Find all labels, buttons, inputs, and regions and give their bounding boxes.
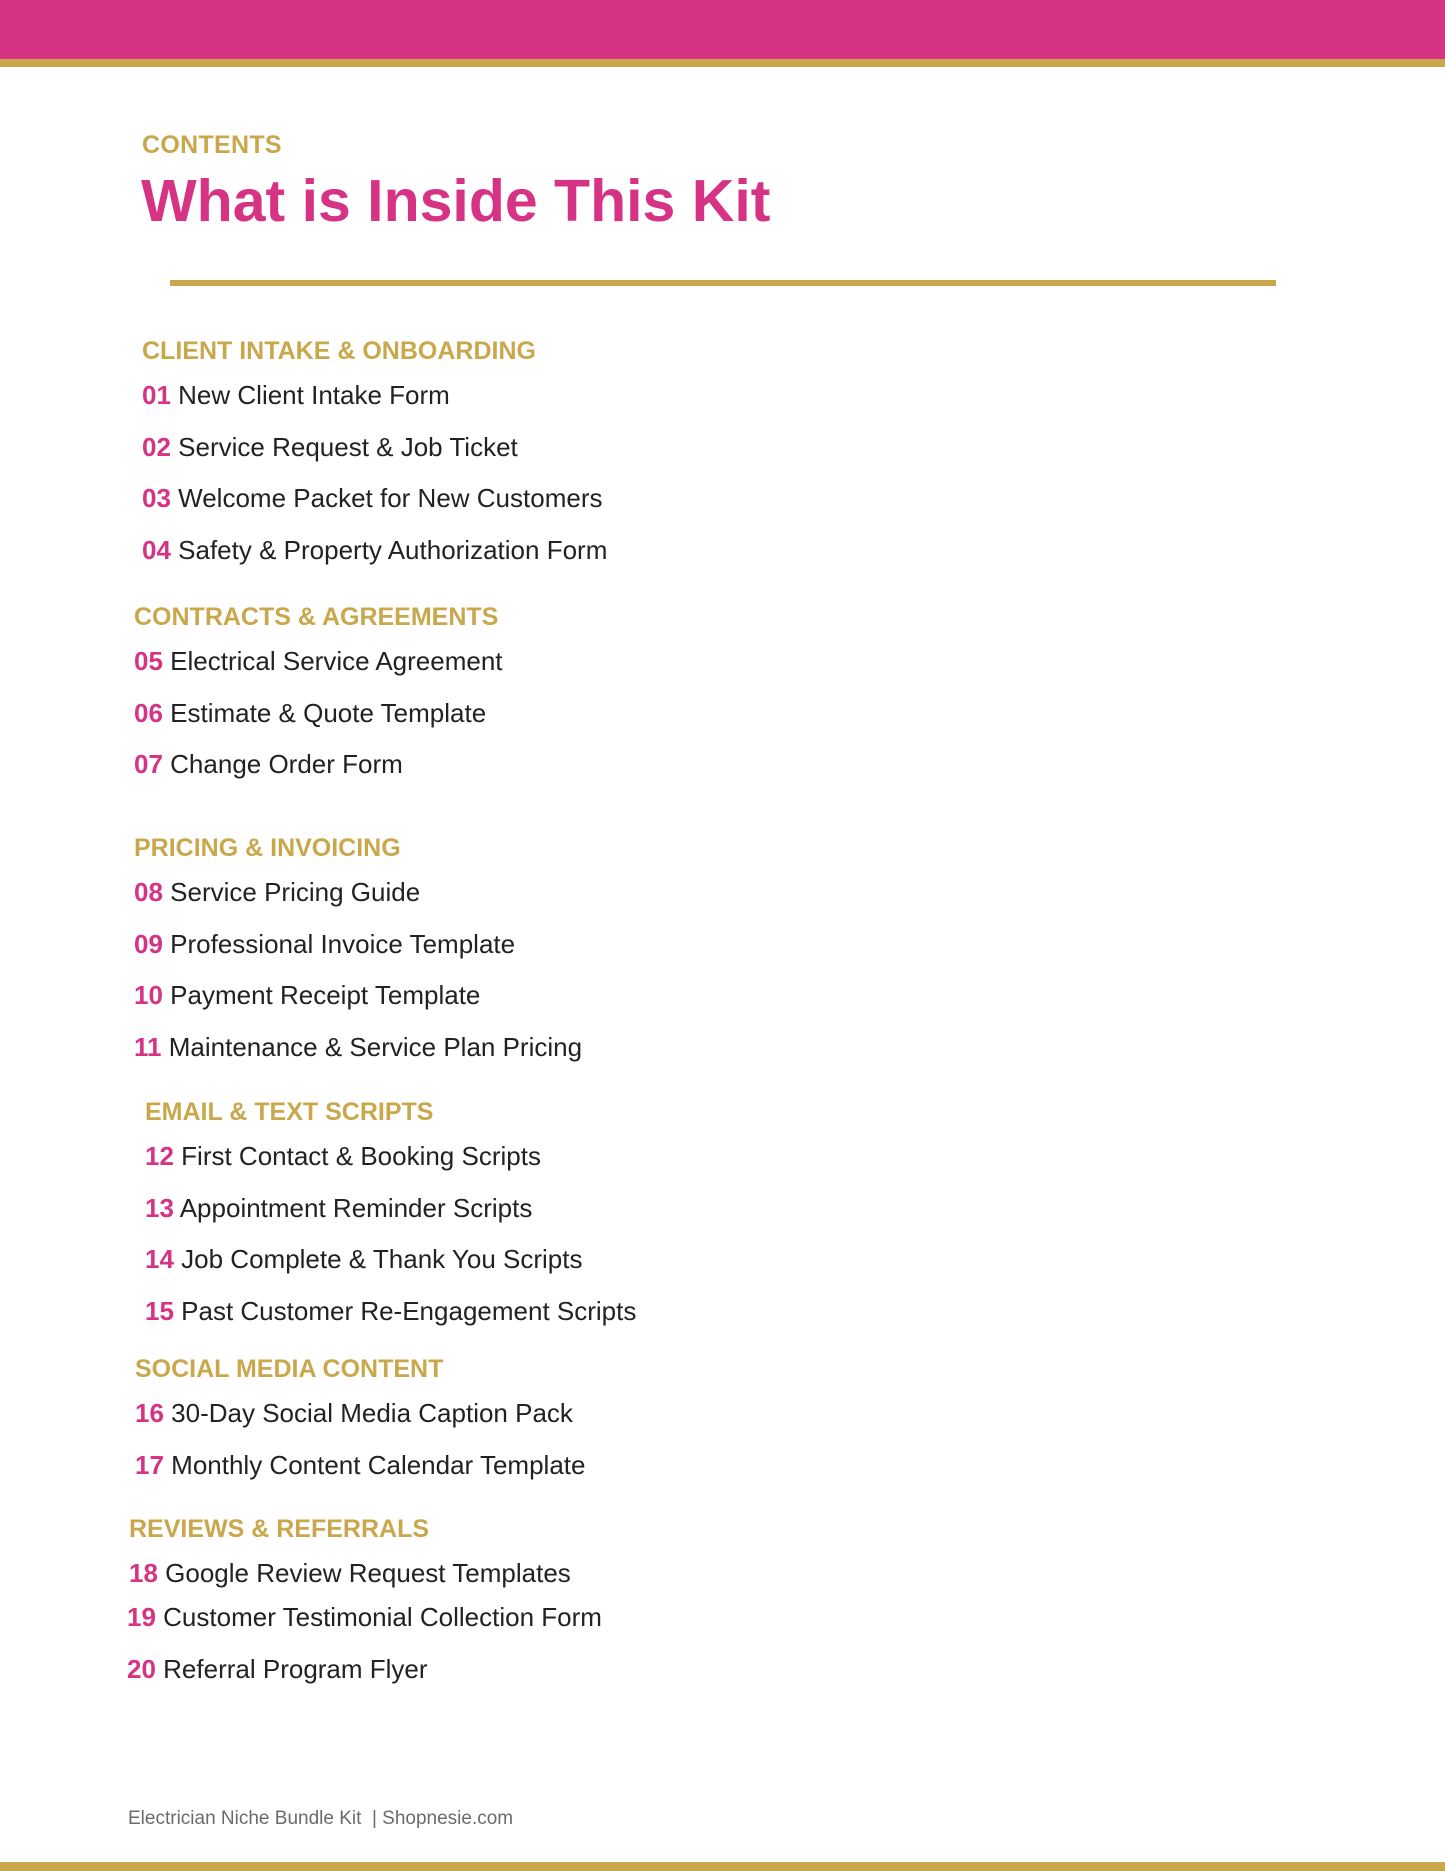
item-number: 15 bbox=[145, 1295, 174, 1326]
section-reviews bbox=[129, 1514, 602, 1705]
section-heading: CONTRACTS & AGREEMENTS bbox=[134, 603, 499, 631]
list-item bbox=[135, 1450, 585, 1502]
list-item bbox=[145, 1296, 636, 1348]
list-item bbox=[129, 1558, 602, 1602]
item-number: 01 bbox=[142, 380, 171, 410]
section-heading: CLIENT INTAKE & ONBOARDING bbox=[142, 337, 536, 365]
list-item bbox=[134, 646, 503, 698]
item-number: 11 bbox=[134, 1031, 162, 1062]
section-heading: PRICING & INVOICING bbox=[134, 834, 401, 862]
item-number: 07 bbox=[134, 749, 163, 779]
item-label: New Client Intake Form bbox=[178, 380, 450, 410]
item-number: 17 bbox=[135, 1449, 164, 1480]
list-item bbox=[134, 698, 503, 750]
item-number: 06 bbox=[134, 697, 163, 728]
list-item bbox=[134, 749, 503, 801]
item-label: Customer Testimonial Collection Form bbox=[163, 1602, 602, 1632]
item-label: Professional Invoice Template bbox=[170, 928, 516, 959]
footer-text: Electrician Niche Bundle Kit | Shopnesie.com bbox=[128, 1808, 514, 1829]
item-label: Change Order Form bbox=[170, 749, 403, 779]
item-label: Welcome Packet for New Customers bbox=[178, 483, 603, 513]
list-item bbox=[142, 483, 607, 535]
item-label: 30-Day Social Media Caption Pack bbox=[171, 1398, 573, 1428]
item-label: Past Customer Re-Engagement Scripts bbox=[181, 1295, 637, 1326]
item-label: Service Request & Job Ticket bbox=[178, 431, 518, 462]
list-item bbox=[142, 432, 607, 484]
item-label: Safety & Property Authorization Form bbox=[178, 534, 608, 565]
section-heading: EMAIL & TEXT SCRIPTS bbox=[145, 1098, 434, 1126]
item-number: 13 bbox=[145, 1192, 174, 1223]
item-number: 09 bbox=[134, 928, 163, 959]
section-social-media bbox=[135, 1354, 585, 1501]
item-label: Electrical Service Agreement bbox=[170, 646, 503, 676]
list-item bbox=[142, 535, 607, 587]
item-label: Maintenance & Service Plan Pricing bbox=[168, 1031, 583, 1062]
footer-gold-rule bbox=[0, 1862, 1445, 1871]
list-item bbox=[145, 1193, 636, 1245]
item-number: 08 bbox=[134, 877, 163, 907]
header-gold-rule bbox=[0, 59, 1445, 67]
item-label: Referral Program Flyer bbox=[163, 1653, 428, 1684]
section-heading: SOCIAL MEDIA CONTENT bbox=[135, 1355, 444, 1383]
item-number: 14 bbox=[145, 1244, 174, 1274]
section-scripts bbox=[145, 1097, 636, 1347]
item-number: 03 bbox=[142, 483, 171, 513]
list-item bbox=[134, 877, 582, 929]
list-item bbox=[134, 1032, 582, 1084]
title-divider bbox=[170, 280, 1276, 286]
item-label: Job Complete & Thank You Scripts bbox=[181, 1244, 583, 1274]
item-number: 20 bbox=[127, 1653, 156, 1684]
section-pricing bbox=[134, 833, 582, 1083]
item-number: 05 bbox=[134, 646, 163, 676]
list-item bbox=[127, 1602, 602, 1654]
list-item bbox=[134, 980, 582, 1032]
item-number: 02 bbox=[142, 431, 171, 462]
section-client-intake bbox=[142, 336, 607, 586]
page-title: What is Inside This Kit bbox=[141, 168, 771, 234]
item-label: Google Review Request Templates bbox=[165, 1558, 571, 1588]
item-label: Appointment Reminder Scripts bbox=[179, 1192, 533, 1223]
list-item bbox=[145, 1141, 636, 1193]
item-number: 04 bbox=[142, 534, 171, 565]
item-label: Estimate & Quote Template bbox=[170, 697, 487, 728]
section-contracts bbox=[134, 602, 503, 801]
item-label: Payment Receipt Template bbox=[170, 980, 481, 1010]
contents-eyebrow: CONTENTS bbox=[142, 131, 282, 159]
item-number: 19 bbox=[127, 1602, 156, 1632]
item-number: 16 bbox=[135, 1398, 164, 1428]
item-label: First Contact & Booking Scripts bbox=[181, 1141, 541, 1171]
item-number: 12 bbox=[145, 1141, 174, 1171]
list-item bbox=[145, 1244, 636, 1296]
section-heading: REVIEWS & REFERRALS bbox=[129, 1515, 430, 1543]
list-item bbox=[142, 380, 607, 432]
list-item bbox=[127, 1654, 602, 1706]
item-number: 18 bbox=[129, 1558, 158, 1588]
item-number: 10 bbox=[134, 980, 163, 1010]
item-label: Service Pricing Guide bbox=[170, 877, 421, 907]
list-item bbox=[134, 929, 582, 981]
item-label: Monthly Content Calendar Template bbox=[171, 1449, 586, 1480]
header-color-band bbox=[0, 0, 1445, 59]
list-item bbox=[135, 1398, 585, 1450]
